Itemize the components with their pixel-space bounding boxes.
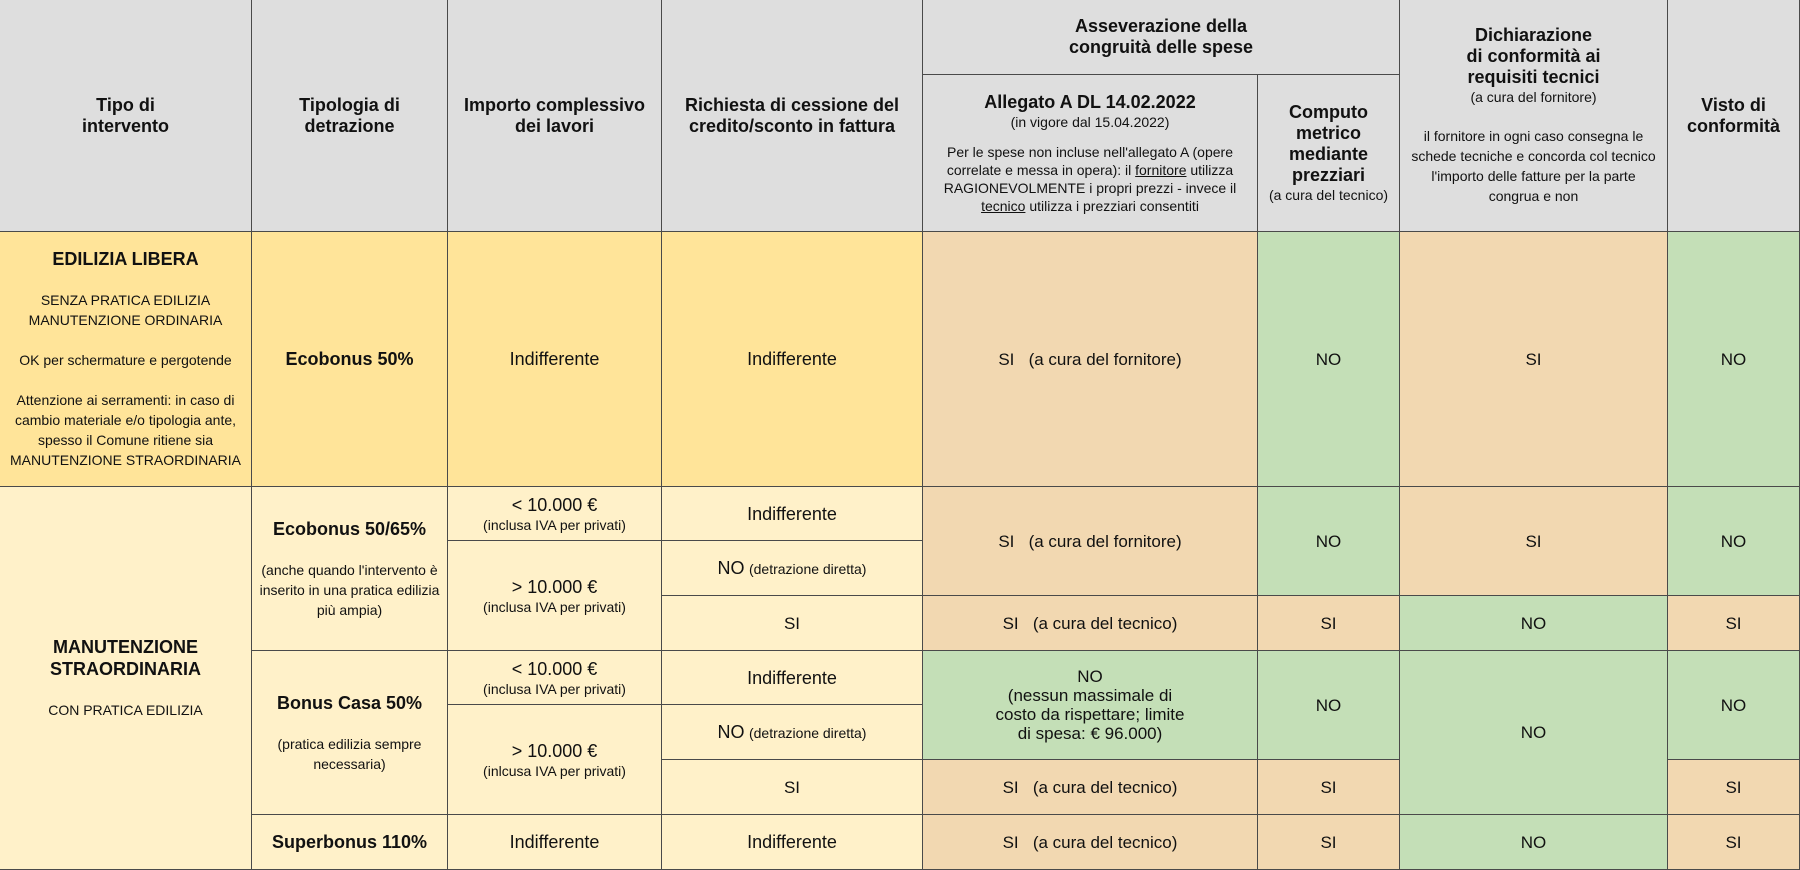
header-computo-line4: prezziari — [1291, 165, 1366, 185]
bonus-casa-richiesta-2-sub: (detrazione diretta) — [748, 725, 867, 741]
ecobonus-computo-b-text: SI — [1320, 613, 1337, 633]
bonus-casa-computo-a-text: NO — [1315, 695, 1342, 715]
bonus-casa-richiesta-1-text: Indifferente — [747, 667, 837, 688]
bonus-casa-allegato-b — [923, 760, 1258, 815]
ecobonus-richiesta-2 — [662, 541, 923, 596]
ecobonus-title: Ecobonus 50/65% — [272, 518, 427, 539]
edilizia-libera-dichiarazione — [1400, 232, 1668, 487]
header-asseverazione-line1: Asseverazione della — [1074, 16, 1248, 36]
header-importo-line2: dei lavori — [514, 115, 595, 136]
header-allegato-sub: (in vigore dal 15.04.2022) — [1010, 113, 1170, 130]
bonus-casa-title: Bonus Casa 50% — [276, 692, 423, 713]
ecobonus-computo-a — [1258, 487, 1400, 596]
edilizia-libera-title: EDILIZIA LIBERA — [52, 249, 199, 269]
bonus-casa-computo-b — [1258, 760, 1400, 815]
header-visto-line2: conformità — [1686, 115, 1780, 136]
ecobonus-importo-gt — [448, 541, 662, 651]
header-dichiarazione-line1: Dichiarazione — [1474, 25, 1593, 45]
superbonus-richiesta — [662, 815, 923, 870]
ecobonus-tipologia — [252, 487, 448, 651]
edilizia-libera-visto — [1668, 232, 1800, 487]
allegato-note-fornitore: fornitore — [1135, 161, 1187, 178]
bonus-casa-lt-sub: (inclusa IVA per privati) — [483, 680, 626, 697]
bonus-casa-richiesta-2-main: NO — [717, 722, 745, 742]
header-visto-conformita — [1668, 0, 1800, 232]
allegato-note-part2: utilizza RAGIONEVOLMENTE i propri prezzi - invece il — [943, 161, 1237, 196]
manutenzione-sub: CON PRATICA EDILIZIA — [48, 702, 203, 718]
bonus-casa-allegato-a — [923, 651, 1258, 760]
bonus-casa-allegato-b-text: SI (a cura del tecnico) — [1002, 777, 1178, 797]
superbonus-computo-text: SI — [1320, 832, 1337, 852]
bonus-casa-note: (pratica edilizia sempre necessaria) — [277, 735, 422, 772]
bonus-casa-visto-b — [1668, 760, 1800, 815]
ecobonus-gt-sub: (inclusa IVA per privati) — [483, 598, 626, 615]
bonus-casa-importo-gt — [448, 705, 662, 815]
ecobonus-richiesta-3-text: SI — [783, 613, 801, 633]
header-computo-sub: (a cura del tecnico) — [1268, 187, 1389, 203]
header-richiesta-line1: Richiesta di cessione del — [684, 94, 900, 115]
bonus-casa-lt-amount: < 10.000 € — [511, 658, 598, 679]
header-dichiarazione-sub: (a cura del fornitore) — [1470, 89, 1597, 105]
superbonus-title: Superbonus 110% — [271, 832, 428, 852]
header-computo-line3: mediante — [1288, 144, 1369, 164]
superbonus-richiesta-text: Indifferente — [747, 832, 837, 852]
header-tipologia-detrazione — [252, 0, 448, 232]
ecobonus-importo-lt — [448, 487, 662, 541]
ecobonus-dichiarazione-a-text: SI — [1525, 531, 1542, 551]
bonus-casa-visto-b-text: SI — [1725, 777, 1742, 797]
header-computo-line2: metrico — [1295, 123, 1362, 143]
bonus-casa-dichiarazione-text: NO — [1520, 723, 1547, 742]
superbonus-visto — [1668, 815, 1800, 870]
ecobonus-visto-a-text: NO — [1720, 531, 1747, 551]
bonus-casa-richiesta-3-text: SI — [783, 777, 801, 797]
header-dichiarazione-note: il fornitore in ogni caso consegna le schede tecniche e concorda col tecnico l'importo delle fatture per la parte congrua e non — [1411, 128, 1656, 204]
edilizia-libera-tipologia-text: Ecobonus 50% — [285, 349, 414, 369]
header-dichiarazione-line3: requisiti tecnici — [1467, 67, 1600, 87]
edilizia-libera-importo-text: Indifferente — [509, 349, 600, 369]
header-asseverazione-line2: congruità delle spese — [1068, 37, 1254, 57]
superbonus-tipologia — [252, 815, 448, 870]
ecobonus-note: (anche quando l'intervento è inserito in una pratica edilizia più ampia) — [259, 561, 440, 618]
superbonus-importo — [448, 815, 662, 870]
manutenzione-title: MANUTENZIONE STRAORDINARIA — [50, 637, 201, 679]
superbonus-allegato — [923, 815, 1258, 870]
row-edilizia-libera-label — [0, 232, 252, 487]
header-asseverazione — [923, 0, 1400, 75]
header-importo-line1: Importo complessivo — [463, 94, 646, 115]
header-tipologia-line1: Tipologia di — [299, 94, 400, 115]
bonus-casa-gt-sub: (inlcusa IVA per privati) — [483, 762, 626, 779]
header-importo-lavori — [448, 0, 662, 232]
ecobonus-richiesta-1-text: Indifferente — [747, 503, 837, 524]
edilizia-libera-computo — [1258, 232, 1400, 487]
header-tipo-line2: intervento — [81, 115, 169, 136]
ecobonus-dichiarazione-b — [1400, 596, 1668, 651]
allegato-note-tecnico: tecnico — [981, 197, 1026, 214]
superbonus-importo-text: Indifferente — [509, 832, 600, 852]
header-tipo-line1: Tipo di — [96, 94, 155, 115]
bonus-casa-dichiarazione — [1400, 651, 1668, 815]
allegato-note-part3: utilizza i prezziari consentiti — [1029, 197, 1199, 214]
ecobonus-richiesta-2-main: NO — [717, 558, 745, 578]
edilizia-libera-line3: OK per schermature e pergotende — [19, 352, 232, 368]
edilizia-libera-visto-text: NO — [1720, 349, 1747, 369]
row-manutenzione-straordinaria-label — [0, 487, 252, 870]
bonus-casa-allegato-a-line3: costo da rispettare; limite — [995, 705, 1185, 724]
bonus-casa-gt-amount: > 10.000 € — [511, 740, 598, 761]
edilizia-libera-computo-text: NO — [1315, 349, 1342, 369]
bonus-casa-richiesta-3 — [662, 760, 923, 815]
header-computo-metrico — [1258, 75, 1400, 232]
edilizia-libera-allegato-text: SI (a cura del fornitore) — [998, 349, 1182, 369]
bonus-casa-importo-lt — [448, 651, 662, 705]
bonus-casa-allegato-a-line1: NO — [1077, 667, 1103, 686]
header-allegato-title: Allegato A DL 14.02.2022 — [984, 91, 1196, 112]
header-richiesta-cessione — [662, 0, 923, 232]
edilizia-libera-tipologia — [252, 232, 448, 487]
ecobonus-allegato-b — [923, 596, 1258, 651]
bonus-casa-computo-a — [1258, 651, 1400, 760]
bonus-casa-richiesta-1 — [662, 651, 923, 705]
superbonus-dichiarazione-text: NO — [1520, 832, 1547, 852]
superbonus-visto-text: SI — [1725, 832, 1742, 852]
bonus-casa-computo-b-text: SI — [1320, 777, 1337, 797]
edilizia-libera-richiesta — [662, 232, 923, 487]
ecobonus-richiesta-2-sub: (detrazione diretta) — [748, 561, 867, 577]
edilizia-libera-importo — [448, 232, 662, 487]
header-dichiarazione — [1400, 0, 1668, 232]
superbonus-computo — [1258, 815, 1400, 870]
header-dichiarazione-line2: di conformità ai — [1466, 46, 1601, 66]
header-richiesta-line2: credito/sconto in fattura — [688, 115, 895, 136]
edilizia-libera-line2: MANUTENZIONE ORDINARIA — [28, 312, 223, 328]
ecobonus-computo-a-text: NO — [1315, 531, 1342, 551]
header-tipo-intervento — [0, 0, 252, 232]
edilizia-libera-line1: SENZA PRATICA EDILIZIA — [40, 292, 211, 308]
allegato-note-part1: Per le spese non incluse nell'allegato A (opere correlate e messa in opera): il — [946, 143, 1233, 178]
ecobonus-visto-b — [1668, 596, 1800, 651]
bonus-casa-richiesta-2 — [662, 705, 923, 760]
header-allegato-note — [929, 143, 1251, 215]
ecobonus-dichiarazione-a — [1400, 487, 1668, 596]
ecobonus-visto-a — [1668, 487, 1800, 596]
header-allegato-a — [923, 75, 1258, 232]
ecobonus-lt-amount: < 10.000 € — [511, 494, 598, 515]
ecobonus-computo-b — [1258, 596, 1400, 651]
header-tipologia-line2: detrazione — [304, 115, 395, 136]
bonus-casa-allegato-a-line2: (nessun massimale di — [1007, 686, 1173, 705]
edilizia-libera-line4: Attenzione ai serramenti: in caso di cambio materiale e/o tipologia ante, spesso il Comune ritiene sia MANUTENZIONE STRAORDINARIA — [9, 392, 241, 468]
edilizia-libera-richiesta-text: Indifferente — [747, 349, 837, 369]
superbonus-dichiarazione — [1400, 815, 1668, 870]
header-visto-line1: Visto di — [1701, 94, 1766, 115]
bonus-casa-visto-a — [1668, 651, 1800, 760]
bonus-casa-visto-a-text: NO — [1720, 695, 1747, 715]
ecobonus-allegato-a — [923, 487, 1258, 596]
ecobonus-richiesta-3 — [662, 596, 923, 651]
ecobonus-allegato-b-text: SI (a cura del tecnico) — [1002, 613, 1178, 633]
ecobonus-allegato-a-text: SI (a cura del fornitore) — [998, 531, 1182, 551]
edilizia-libera-dichiarazione-text: SI — [1525, 349, 1542, 369]
header-computo-line1: Computo — [1289, 102, 1368, 122]
edilizia-libera-allegato — [923, 232, 1258, 487]
ecobonus-lt-sub: (inclusa IVA per privati) — [483, 516, 626, 533]
superbonus-allegato-text: SI (a cura del tecnico) — [1002, 832, 1178, 852]
ecobonus-richiesta-1 — [662, 487, 923, 541]
ecobonus-gt-amount: > 10.000 € — [511, 576, 598, 597]
bonus-casa-tipologia — [252, 651, 448, 815]
ecobonus-dichiarazione-b-text: NO — [1520, 613, 1547, 633]
ecobonus-visto-b-text: SI — [1725, 613, 1742, 633]
bonus-casa-allegato-a-line4: di spesa: € 96.000) — [1017, 724, 1163, 743]
